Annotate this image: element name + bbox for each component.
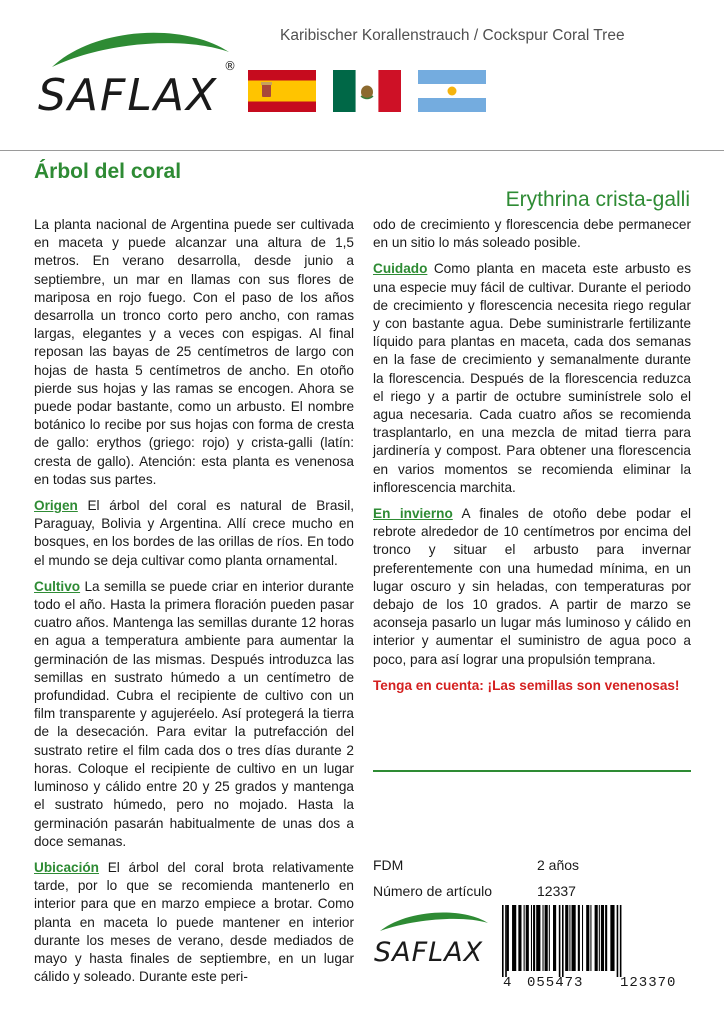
mexico-flag: [333, 70, 401, 112]
barcode-guard-bar: [559, 905, 561, 977]
barcode-bar: [605, 905, 607, 971]
barcode-bar: [565, 905, 568, 971]
latin-title: Erythrina crista-galli: [505, 188, 690, 211]
barcode-bar: [578, 905, 580, 971]
invierno-paragraph: [373, 505, 691, 669]
invierno-heading: En invierno: [373, 506, 453, 522]
logo-text: SAFLAX: [38, 70, 219, 121]
cultivo-heading: Cultivo: [34, 578, 81, 594]
fdm-value: 2 años: [537, 857, 580, 873]
saflax-logo: [34, 22, 244, 132]
barcode-bar: [586, 905, 589, 971]
ubicacion-paragraph: [34, 859, 354, 986]
ean-barcode: [500, 905, 696, 985]
continuation-paragraph: odo de crecimiento y florescencia debe permanecer en un sitio lo más soleado posible.: [373, 217, 691, 251]
origen-paragraph: [34, 497, 354, 570]
ubicacion-text: El árbol del coral brota relativamente tarde, por lo que se recomienda mantenerlo en interior para que en marzo empiece a brotar. Como planta en maceta lo puede mantener en interior durante los meses de verano, desde mediados de mayo y hasta finales de septiembre, en un lugar cálido y soleado. Durante este peri-: [34, 859, 354, 985]
barcode-bar: [582, 905, 583, 971]
barcode-guard-bar: [562, 905, 564, 977]
barcode-bar: [599, 905, 600, 971]
fdm-label: FDM: [373, 857, 404, 873]
intro-paragraph: La planta nacional de Argentina puede ser cultivada en maceta y puede alcanzar una altura de 1,5 metros. En verano desarrolla, desde junio a septiembre, un mar en llamas con sus flores de mariposa en rojo fuego. Con el paso de los años desarrolla un tronco corto pero ancho, con ramas largas, elegantes y a veces con espigas. Al final reposan las bayas de 25 centímetros de largo con hojas de hasta 5 centímetros de ancho. En otoño pierde sus hojas y las ramas se encogen. Ahora se puede podar bastante, como un arbusto. El nombre botánico lo recibe por sus hojas con forma de cresta de gallo: erythos (griego: rojo) y crista-galli (latín: cresta de gallo). Atención: esta planta es venenosa en todas sus partes.: [34, 217, 354, 487]
barcode-bar: [531, 905, 532, 971]
cuidado-paragraph: [373, 260, 691, 497]
barcode-guard-bar: [617, 905, 619, 977]
argentina-flag: [418, 70, 486, 112]
barcode-bar: [536, 905, 540, 971]
barcode-bar: [595, 905, 598, 971]
origen-text: El árbol del coral es natural de Brasil, Paraguay, Bolivia y Argentina. Allí crece mucho en bosques, en los bordes de las orillas de ríos. En todo el mundo se deja cultivar como planta ornamental.: [34, 498, 354, 568]
barcode-bar: [569, 905, 570, 971]
registered-mark: ®: [224, 59, 236, 73]
cuidado-heading: Cuidado: [373, 261, 428, 277]
header: [0, 0, 724, 150]
origen-heading: Origen: [34, 498, 78, 514]
barcode-bar: [512, 905, 516, 971]
barcode-bar: [572, 905, 576, 971]
article-number-label: Número de artículo: [373, 883, 493, 899]
spanish-title: Árbol del coral: [34, 160, 182, 183]
barcode-bar: [526, 905, 529, 971]
barcode-lead-digit: 4: [503, 975, 513, 991]
barcode-right-digits: 123370: [620, 975, 677, 991]
barcode-bar: [518, 905, 521, 971]
barcode-bar: [543, 905, 544, 971]
left-column: [34, 216, 354, 994]
cuidado-text: Como planta en maceta este arbusto es una especie muy fácil de cultivar. Durante el periodo de crecimiento y florescencia necesita riego regular y con bastante agua. Debe suministrarle fertilizante líquido para plantas en maceta, cada dos semanas en la fase de crecimiento y semanalmente durante la florescencia. Después de la florescencia reduzca el riego y a partir de octubre suminístrele solo el agua necesaria. Cada cuatro años se recomienda trasplantarlo, en una mezcla de mitad tierra para jardinería y compost. Para obtener una florescencia en varios momentos se recomienda eliminar la inflorescencia marchita.: [373, 261, 691, 495]
saflax-logo-small: [368, 905, 498, 975]
barcode-bar: [507, 905, 509, 971]
barcode-left-digits: 055473: [527, 975, 584, 991]
barcode-guard-bar: [620, 905, 622, 977]
barcode-guard-bar: [505, 905, 507, 977]
spain-flag: [248, 70, 316, 112]
article-number-value: 12337: [537, 883, 576, 899]
right-column: [373, 216, 691, 695]
ubicacion-heading: Ubicación: [34, 859, 99, 875]
header-divider: [0, 150, 724, 151]
invierno-text: A finales de otoño debe podar el rebrote alrededor de 10 centímetros por encima del tronco y situar el arbusto para invernar preferentemente con una humedad mínima, en un lugar oscuro y sin heladas, con temperaturas por debajo de los 10 grados. A partir de marzo se aconseja pasarlo un lugar más luminoso y cálido en interior y aumentar el suministro de agua poco a poco, para así lograr una propulsión temprana.: [373, 506, 691, 667]
barcode-bar: [545, 905, 548, 971]
header-title: Karibischer Korallenstrauch / Cockspur Coral Tree: [280, 27, 625, 44]
barcode-bar: [524, 905, 525, 971]
poison-warning: Tenga en cuenta: ¡Las semillas son venenosas!: [373, 677, 680, 693]
barcode-bar: [553, 905, 556, 971]
barcode-guard-bar: [502, 905, 504, 977]
green-divider: [373, 770, 691, 772]
barcode-bar: [533, 905, 535, 971]
cultivo-paragraph: [34, 578, 354, 851]
barcode-bar: [590, 905, 591, 971]
barcode-bar: [610, 905, 614, 971]
cultivo-text: La semilla se puede criar en interior durante todo el año. Hasta la primera floración pueden pasar cuatro años. Mantenga las semillas durante 12 horas en agua a temperatura ambiente para aumentar la germinación de las mismas. Después introduzca las semillas en sustrato húmedo a un centímetro de profundidad. Cubra el recipiente de cultivo con un film transparente y agujeréelo. Así protegerá la tierra de la desecación. Para evitar la putrefacción del sustrato retire el film cada dos o tres días durante 2 horas. Coloque el recipiente de cultivo en un lugar luminoso y cálido entre 20 y 25 grados y mantenga el sustrato húmedo, pero no mojado. Hasta la germinación pasarán habitualmente de unas dos a doce semanas.: [34, 578, 354, 849]
barcode-bar: [601, 905, 604, 971]
barcode-bar: [549, 905, 550, 971]
small-logo-text: SAFLAX: [374, 937, 484, 968]
